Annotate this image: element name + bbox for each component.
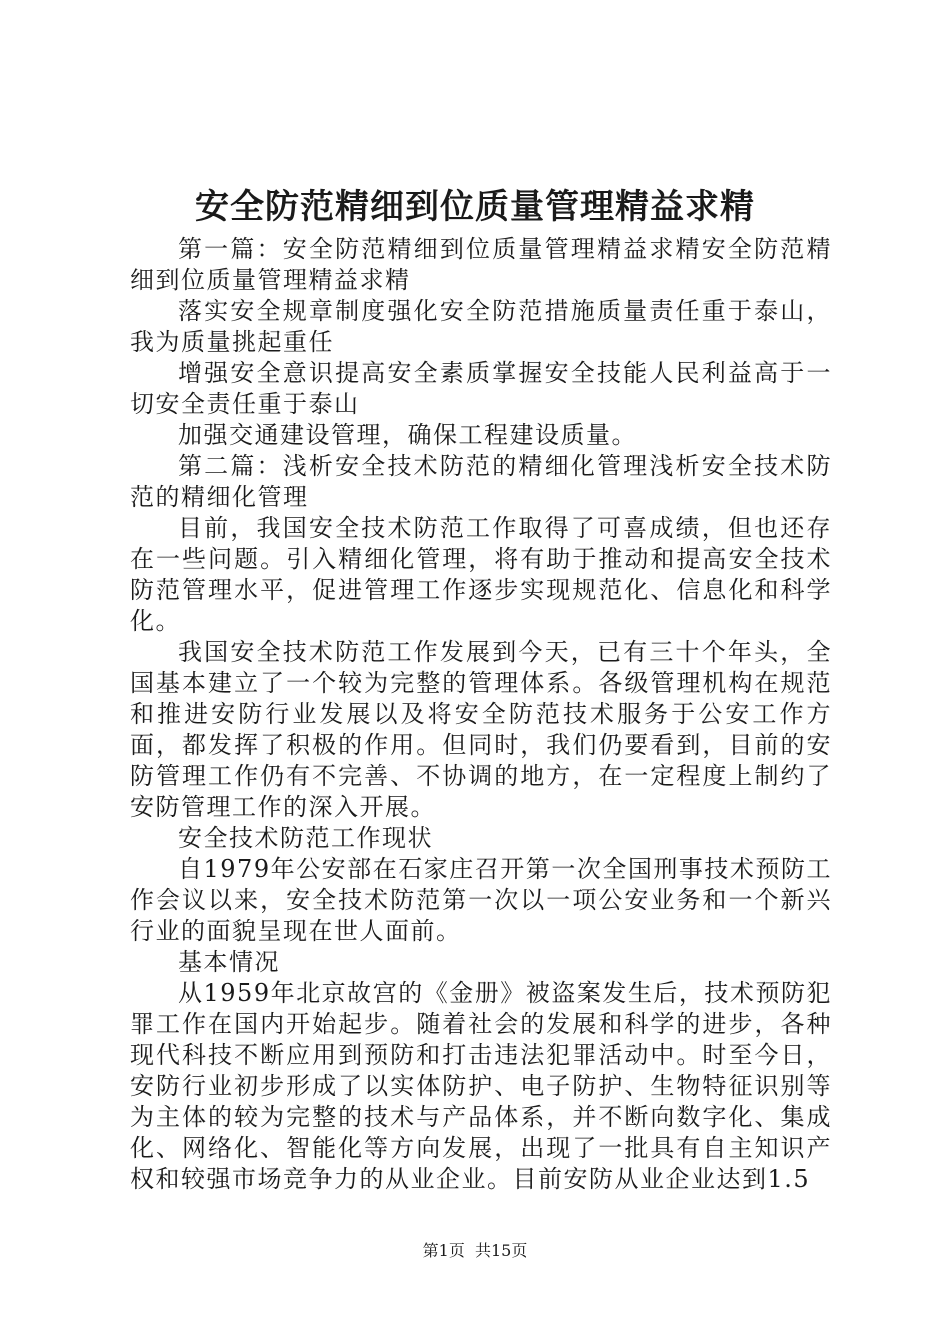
paragraph: 目前，我国安全技术防范工作取得了可喜成绩，但也还存在一些问题。引入精细化管理，将有助于推动和提高安全技术防范管理水平，促进管理工作逐步实现规范化、信息化和科学化。 (130, 514, 832, 635)
paragraph: 从1959年北京故宫的《金册》被盗案发生后，技术预防犯罪工作在国内开始起步。随着社会的发展和科学的进步，各种现代科技不断应用到预防和打击违法犯罪活动中。时至今日，安防行业初步形成了以实体防护、电子防护、生物特征识别等为主体的较为完整的技术与产品体系，并不断向数字化、集成化、网络化、智能化等方向发展，出现了一批具有自主知识产权和较强市场竞争力的从业企业。目前安防从业企业达到1.5 (130, 979, 832, 1193)
paragraph: 落实安全规章制度强化安全防范措施质量责任重于泰山，我为质量挑起重任 (130, 297, 832, 356)
paragraph: 我国安全技术防范工作发展到今天，已有三十个年头，全国基本建立了一个较为完整的管理体系。各级管理机构在规范和推进安防行业发展以及将安全防范技术服务于公安工作方面，都发挥了积极的作用。但同时，我们仍要看到，目前的安防管理工作仍有不完善、不协调的地方，在一定程度上制约了安防管理工作的深入开展。 (130, 638, 832, 821)
paragraph: 第一篇：安全防范精细到位质量管理精益求精安全防范精细到位质量管理精益求精 (130, 235, 832, 294)
document-body (130, 234, 832, 1195)
paragraph: 增强安全意识提高安全素质掌握安全技能人民利益高于一切安全责任重于泰山 (130, 359, 832, 418)
document-title: 安全防范精细到位质量管理精益求精 (195, 187, 755, 227)
page-footer (0, 1240, 950, 1262)
paragraph: 加强交通建设管理，确保工程建设质量。 (178, 421, 637, 449)
section-heading: 基本情况 (178, 948, 280, 976)
section-heading: 安全技术防范工作现状 (178, 824, 433, 852)
paragraph: 第二篇：浅析安全技术防范的精细化管理浅析安全技术防范的精细化管理 (130, 452, 832, 511)
paragraph: 自1979年公安部在石家庄召开第一次全国刑事技术预防工作会议以来，安全技术防范第一次以一项公安业务和一个新兴行业的面貌呈现在世人面前。 (130, 855, 832, 945)
page-number: 第1页 共15页 (422, 1241, 528, 1260)
